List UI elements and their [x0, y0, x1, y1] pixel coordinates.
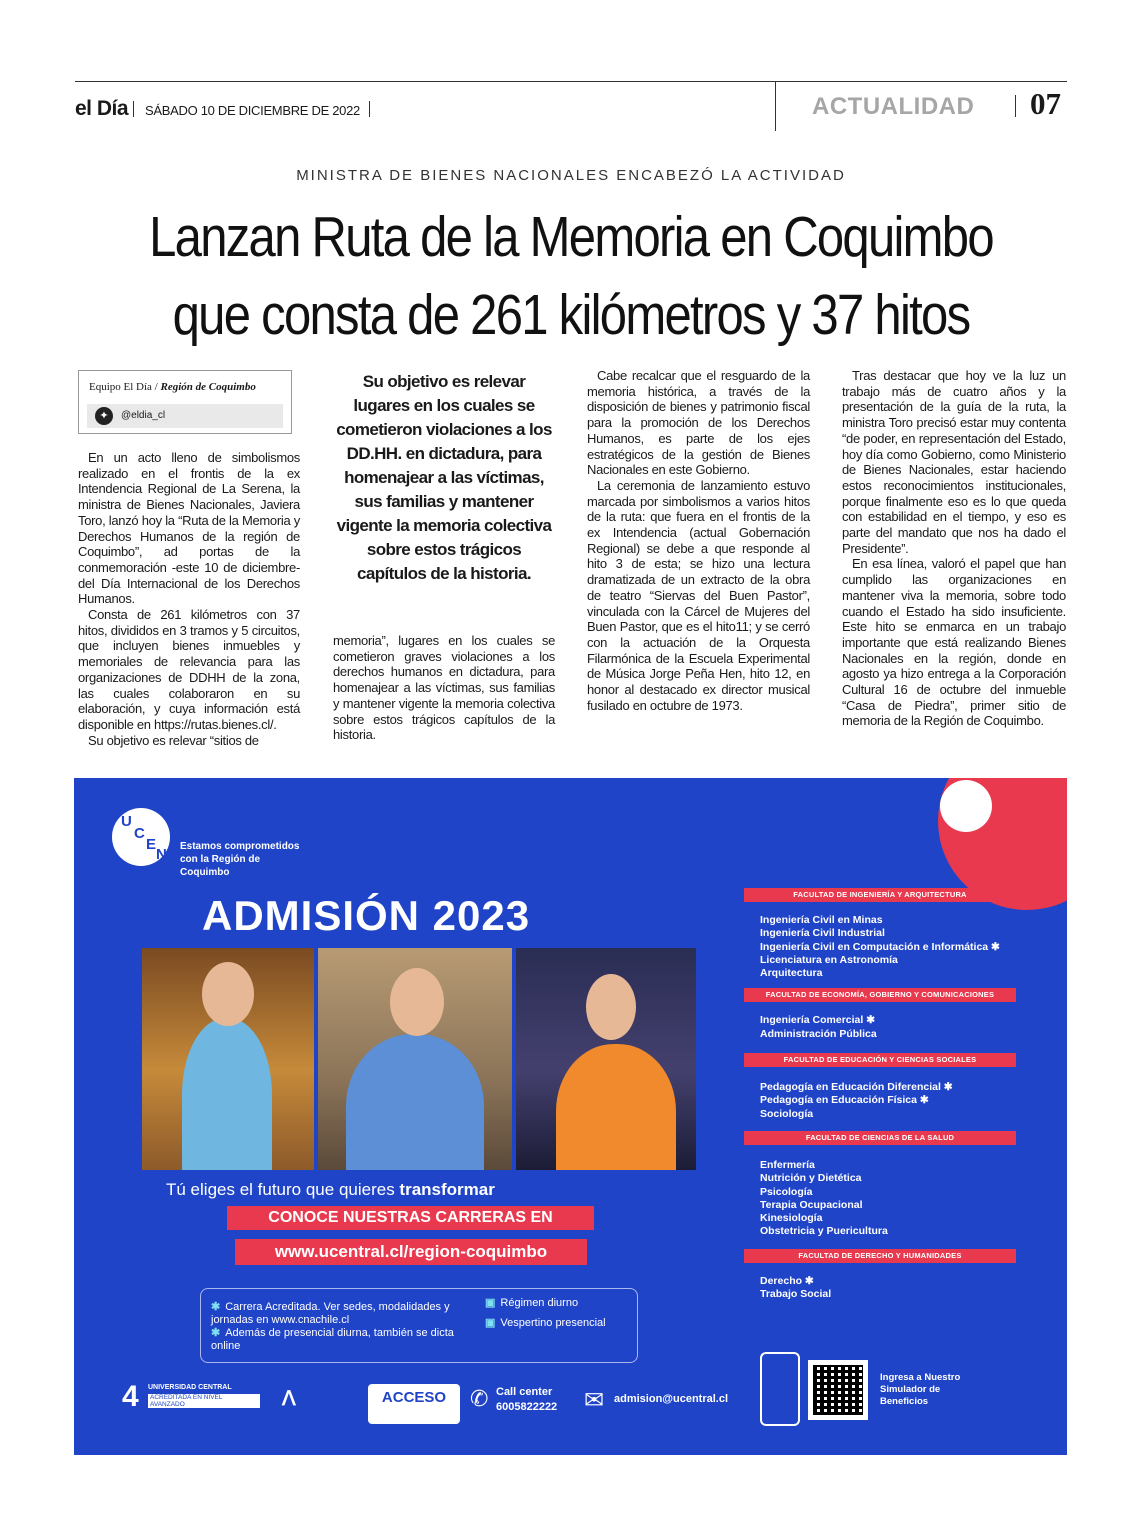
column-4: [842, 368, 1066, 729]
program-item: Terapia Ocupacional: [760, 1198, 863, 1211]
paragraph: La ceremonia de lanzamiento estuvo marcada por simbolismos a varios hitos de la ruta: que fuera en el frontis de la ex Intendencia (actual Gobernación Regional) se debe a que responde al hito 3 de esta; se hizo una lectura dramatizada de un extracto de la obra de teatro “Siervas del Buen Pastor”, vinculada con la Cárcel de Mujeres del Buen Pastor, que es el hito11; y se cerró con la actuación de la Orquesta Filarmónica de la Escuela Experimental de Música Jorge Peña Hen, hito 12, en honor al destacado ex director musical fusilado en octubre de 1973.: [587, 477, 810, 713]
email-link[interactable]: admision@ucentral.cl: [614, 1393, 729, 1405]
paragraph: Consta de 261 kilómetros con 37 hitos, divididos en 3 tramos y 5 circuitos, que incluyen bienes inmuebles y memoriales de relevancia para las organizaciones de DDHH de la zona, las cuales colaboraron en su elaboración, y cuya información está disponible en https://rutas.bienes.cl/.: [78, 607, 300, 732]
student-photo-3: [516, 948, 696, 1170]
twitter-row[interactable]: [87, 404, 283, 428]
twitter-handle[interactable]: @eldia_cl: [121, 410, 166, 421]
cna-logo: ᐱ: [282, 1388, 296, 1410]
byline-author: Equipo El Día /: [89, 381, 158, 393]
program-list: [744, 1159, 1016, 1239]
footer-logos: [122, 1380, 752, 1430]
accreditation-years: 4: [122, 1380, 139, 1413]
kicker: MINISTRA DE BIENES NACIONALES ENCABEZÓ LA ACTIVIDAD: [296, 167, 846, 184]
program-item: Obstetricia y Puericultura: [760, 1225, 888, 1238]
program-item: Administración Pública: [760, 1027, 877, 1040]
paragraph: Su objetivo es relevar “sitios de: [88, 732, 259, 748]
phone-icon: ✆: [470, 1386, 489, 1411]
call-center-number[interactable]: 6005822222: [496, 1401, 558, 1413]
faculty-header: FACULTAD DE EDUCACIÓN Y CIENCIAS SOCIALES: [744, 1053, 1016, 1067]
faculty-header: FACULTAD DE ECONOMÍA, GOBIERNO Y COMUNICACIONES: [744, 988, 1016, 1002]
byline: [89, 381, 256, 393]
column-1: [78, 450, 300, 748]
program-item: Nutrición y Dietética: [760, 1172, 862, 1185]
url-link[interactable]: www.ucentral.cl/region-coquimbo: [235, 1239, 587, 1265]
qr-code[interactable]: [808, 1360, 868, 1420]
faculty: [744, 1249, 1016, 1302]
phone-scan-icon: [760, 1352, 800, 1426]
program-item: Arquitectura: [760, 967, 823, 980]
decorative-circle: [940, 780, 992, 832]
divider: [775, 81, 776, 131]
ad-title: ADMISIÓN 2023: [202, 892, 531, 939]
faculty: [744, 1131, 1016, 1239]
program-item: Pedagogía en Educación Física ✱: [760, 1094, 929, 1107]
header-top-rule: [75, 81, 1067, 82]
program-item: Pedagogía en Educación Diferencial ✱: [760, 1081, 953, 1094]
student-photo-2: [318, 948, 512, 1170]
program-item: Ingeniería Civil en Minas: [760, 914, 883, 926]
faculty: [744, 888, 1016, 980]
legend-item: ✱ Además de presencial diurna, también se dicta online: [211, 1327, 454, 1352]
paragraph: En un acto lleno de simbolismos realizado en el frontis de la ex Intendencia Regional de La Serena, la ministra de Bienes Nacionales, Javiera Toro, lanzó hoy la “Ruta de la Memoria y Derechos Humanos de la región de Coquimbo”, ad portas de la conmemoración -este 10 de diciembre- del Día Internacional de los Derechos Humanos.: [78, 450, 300, 607]
paragraph: En esa línea, valoró el papel que han cumplido las organizaciones en mantener viva la memoria, sobre todo cuando el Estado ha sido insuficiente. Este hito se enmarca en un trabajo importante que está realizando Bienes Nacionales en la región, donde en agosto ya hizo entrega a la Corporación Cultural 16 de octubre del inmueble “Casa de Piedra”, primer sitio de memoria de la Región de Coquimbo.: [842, 556, 1066, 729]
legend-box: [200, 1288, 638, 1363]
accreditation-level: ACREDITADA EN NIVEL AVANZADO: [148, 1394, 260, 1408]
faculty-header: FACULTAD DE INGENIERÍA Y ARQUITECTURA: [744, 888, 1016, 902]
page-number: 07: [1030, 86, 1061, 121]
column-2: [333, 633, 555, 743]
advertisement[interactable]: [74, 778, 1067, 1455]
program-list: [744, 1014, 1016, 1041]
divider: [1015, 95, 1016, 117]
acceso-logo: [368, 1384, 460, 1424]
program-item: Ingeniería Civil Industrial: [760, 927, 885, 940]
program-item: Enfermería: [760, 1158, 815, 1171]
program-item: Ingeniería Civil en Computación e Informática ✱: [760, 940, 1000, 953]
divider: [133, 101, 134, 117]
ad-tagline: Estamos comprometidos con la Región de Coquimbo: [180, 841, 300, 878]
legend-item: ▣ Régimen diurno: [485, 1297, 579, 1309]
program-list: [744, 1275, 1016, 1302]
program-list: [744, 914, 1016, 980]
student-photo-1: [142, 948, 314, 1170]
program-item: Psicología: [760, 1185, 813, 1198]
mail-icon: ✉: [584, 1387, 605, 1414]
legend-item: ▣ Vespertino presencial: [485, 1317, 606, 1329]
legend-item: ✱ Carrera Acreditada. Ver sedes, modalidades y jornadas en www.cnachile.cl: [211, 1301, 450, 1326]
byline-region: Región de Coquimbo: [160, 381, 256, 393]
faculty-header: FACULTAD DE CIENCIAS DE LA SALUD: [744, 1131, 1016, 1145]
program-item: Licenciatura en Astronomía: [760, 953, 898, 966]
headline-line-2: que consta de 261 kilómetros y 37 hitos: [172, 283, 970, 347]
column-3: [587, 368, 810, 713]
pull-quote: Su objetivo es relevar lugares en los cuales se cometieron violaciones a los DD.HH. en dictadura, para homenajear a las víctimas, sus familias y mantener vigente la memoria colectiva sobre estos trágicos capítulos de la historia.: [336, 372, 552, 583]
slogan-text: Tú eliges el futuro que quieres: [166, 1180, 400, 1199]
divider: [369, 101, 370, 117]
issue-date: SÁBADO 10 DE DICIEMBRE DE 2022: [145, 103, 360, 118]
byline-box: [78, 370, 292, 434]
brand-logo: el Día: [75, 97, 129, 120]
program-item: Ingeniería Comercial ✱: [760, 1014, 876, 1027]
program-item: Derecho ✱: [760, 1274, 814, 1287]
cta-banner[interactable]: CONOCE NUESTRAS CARRERAS EN: [227, 1206, 594, 1230]
headline: [132, 198, 1011, 354]
faculty-header: FACULTAD DE DERECHO Y HUMANIDADES: [744, 1249, 1016, 1263]
program-item: Kinesiología: [760, 1212, 823, 1225]
faculty: [744, 988, 1016, 1041]
section-label: ACTUALIDAD: [812, 93, 975, 120]
slogan-bold: transformar: [399, 1180, 495, 1199]
acceso-text: ACCESO: [381, 1389, 447, 1406]
headline-line-1: Lanzan Ruta de la Memoria en Coquimbo: [149, 205, 993, 269]
call-center-label: Call center: [496, 1386, 553, 1398]
program-list: [744, 1081, 1016, 1121]
ucen-logo: U C E N: [112, 808, 170, 866]
ad-slogan: [166, 1180, 495, 1200]
paragraph: memoria”, lugares en los cuales se cometieron graves violaciones a los derechos humanos en dictadura, para homenajear a las víctimas, sus familias y mantener vigente la memoria colectiva sobre estos trágicos capítulos de la historia.: [333, 633, 555, 743]
program-item: Trabajo Social: [760, 1288, 832, 1301]
students-photo: [142, 948, 696, 1170]
accreditation-text: UNIVERSIDAD CENTRAL: [148, 1384, 232, 1391]
faculties-list: [744, 888, 1016, 1301]
paragraph: Cabe recalcar que el resguardo de la memoria histórica, a través de la disposición de bienes y patrimonio fiscal para la promoción de los Derechos Humanos, es parte de los ejes estratégicos de la gestión de Bienes Nacionales en este Gobierno.: [587, 368, 810, 478]
twitter-icon: ✦: [95, 407, 113, 425]
simulator-text: Ingresa a Nuestro Simulador de Beneficios: [880, 1372, 961, 1407]
program-item: Sociología: [760, 1107, 814, 1120]
paragraph: Tras destacar que hoy ve la luz un trabajo más de cuatro años y la presentación de la guía de la ruta, la ministra Toro precisó estar muy contenta “de poder, en representación del Estado, hoy día como Gobierno, como Ministerio de Bienes Nacionales, estar haciendo estos reconocimientos institucionales, porque finalmente eso es lo que queda con estabilidad en el tiempo, y eso es parte del mandato que nos ha dado el Presidente”.: [842, 368, 1066, 556]
faculty: [744, 1053, 1016, 1121]
